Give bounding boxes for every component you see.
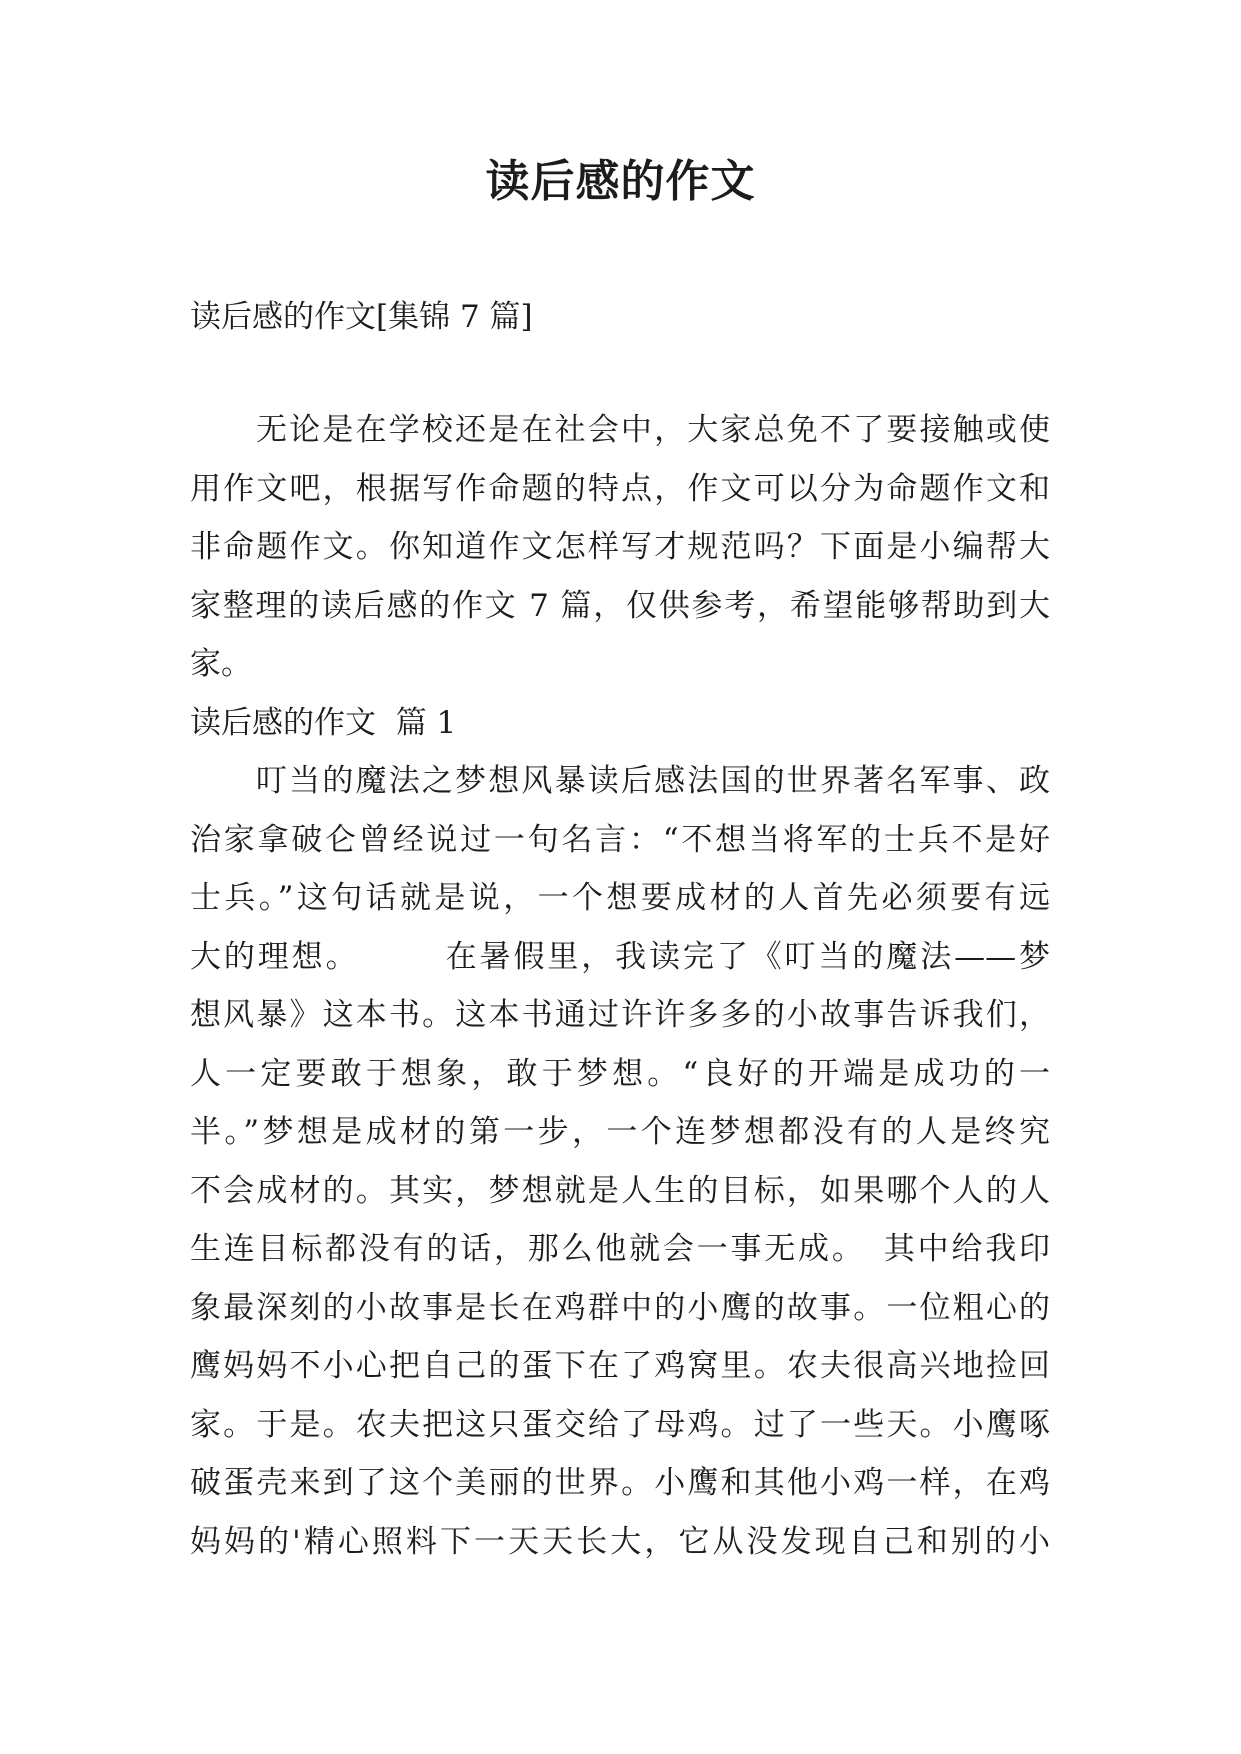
text-line: 破蛋壳来到了这个美丽的世界。小鹰和其他小鸡一样，在鸡 [190,1465,1050,1501]
text-line: 叮当的魔法之梦想风暴读后感法国的世界著名军事、政 [256,763,1050,799]
text-line: 士兵。”这句话就是说，一个想要成材的人首先必须要有远 [190,880,1050,916]
text-line: 大的理想。 在暑假里，我读完了《叮当的魔法——梦 [190,938,1050,975]
text-line: 家。 [190,646,252,682]
text-line: 象最深刻的小故事是长在鸡群中的小鹰的故事。一位粗心的 [190,1289,1050,1326]
text-line: 家整理的读后感的作文 7 篇，仅供参考，希望能够帮助到大 [190,587,1050,624]
text-line: 治家拿破仑曾经说过一句名言：“不想当将军的士兵不是好 [190,821,1050,858]
text-line: 半。”梦想是成材的第一步，一个连梦想都没有的人是终究 [190,1114,1050,1150]
text-line: 家。于是。农夫把这只蛋交给了母鸡。过了一些天。小鹰啄 [190,1406,1050,1443]
body-paragraph [190,752,1050,1571]
intro-paragraph [190,401,1050,694]
document-title: 读后感的作文 [485,156,756,207]
text-line: 想风暴》这本书。这本书通过许许多多的小故事告诉我们， [190,997,1050,1033]
document-body [190,401,1050,1571]
text-line: 妈妈的'精心照料下一天天长大，它从没发现自己和别的小 [190,1523,1050,1560]
text-line: 鹰妈妈不小心把自己的蛋下在了鸡窝里。农夫很高兴地捡回 [190,1348,1050,1384]
text-line: 生连目标都没有的话，那么他就会一事无成。 其中给我印 [190,1231,1050,1267]
text-line: 无论是在学校还是在社会中，大家总免不了要接触或使 [256,412,1050,448]
text-line: 不会成材的。其实，梦想就是人生的目标，如果哪个人的人 [190,1172,1050,1209]
text-line: 人一定要敢于想象，敢于梦想。“良好的开端是成功的一 [190,1055,1050,1092]
text-line: 用作文吧，根据写作命题的特点，作文可以分为命题作文和 [190,470,1050,507]
document-subtitle: 读后感的作文[集锦 7 篇] [190,299,533,335]
text-line: 非命题作文。你知道作文怎样写才规范吗？下面是小编帮大 [190,529,1050,565]
section-heading: 读后感的作文 篇 1 [190,704,457,741]
